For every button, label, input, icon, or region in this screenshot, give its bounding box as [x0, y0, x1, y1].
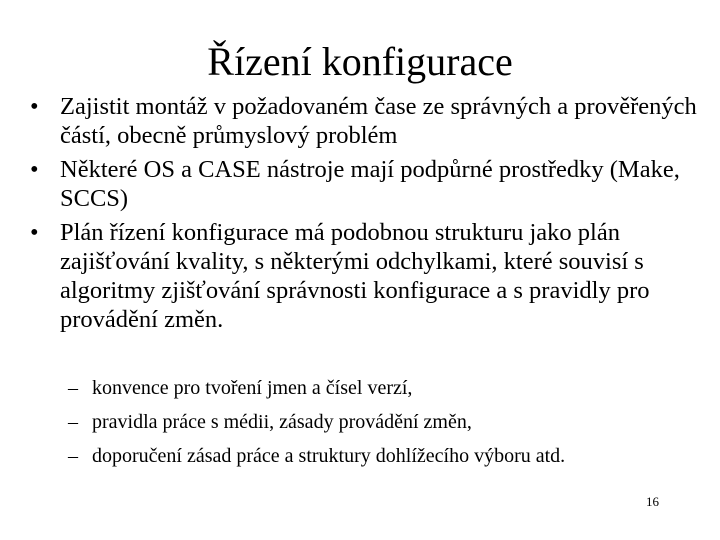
sub-bullet-list	[68, 376, 708, 478]
sub-bullet-text: konvence pro tvoření jmen a čísel verzí,	[92, 377, 413, 399]
dash-marker: –	[68, 445, 78, 467]
bullet-text: Zajistit montáž v požadovaném čase ze správných a prověřených částí, obecně průmyslový problém	[60, 93, 697, 149]
bullet-marker: •	[30, 93, 39, 120]
bullet-marker: •	[30, 219, 39, 246]
bullet-text: Některé OS a CASE nástroje mají podpůrné prostředky (Make, SCCS)	[60, 156, 680, 212]
bullet-item	[30, 218, 700, 334]
sub-bullet-text: pravidla práce s médii, zásady provádění změn,	[92, 411, 472, 433]
bullet-text: Plán řízení konfigurace má podobnou strukturu jako plán zajišťování kvality, s některými odchylkami, které souvisí s algoritmy zjišťování správnosti konfigurace a s pravidly pro provádění změn.	[60, 219, 650, 333]
sub-bullet-item	[68, 410, 708, 434]
sub-bullet-item	[68, 376, 708, 400]
sub-bullet-item	[68, 444, 708, 468]
bullet-list	[30, 92, 700, 339]
sub-bullet-text: doporučení zásad práce a struktury dohlížecího výboru atd.	[92, 445, 566, 467]
page-number: 16	[646, 494, 659, 509]
dash-marker: –	[68, 377, 78, 399]
bullet-item	[30, 92, 700, 150]
bullet-item	[30, 155, 700, 213]
bullet-marker: •	[30, 156, 39, 183]
slide-title: Řízení konfigurace	[207, 39, 513, 84]
dash-marker: –	[68, 411, 78, 433]
